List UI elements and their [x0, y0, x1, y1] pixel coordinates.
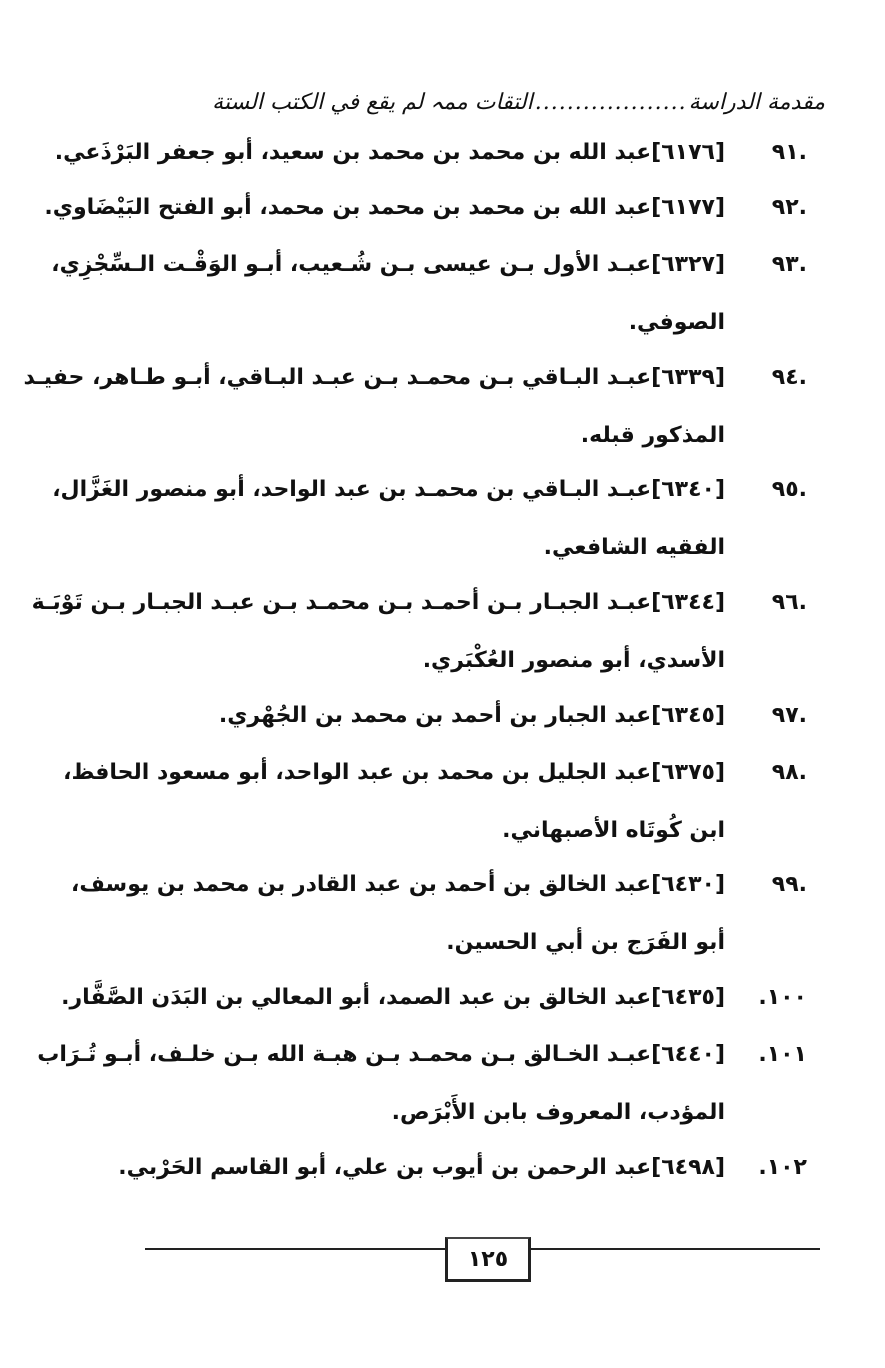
page-number: ١٢٥: [445, 1237, 531, 1282]
entry-number: ١٠١.: [758, 1042, 807, 1067]
entry-number: .٩٧: [771, 703, 807, 728]
entry-number: .٩٢: [771, 195, 807, 220]
entry-text: [٦٣٧٥]عبد الجليل بن محمد بن عبد الواحد، أبو مسعود الحافظ،: [63, 760, 725, 785]
entry-text: [٦٣٤٤]عبـد الجبـار بـن أحمـد بـن محمـد بـن عبـد الجبـار بـن تَوْبَـة: [31, 590, 725, 615]
entry-text-continued: الصوفي.: [628, 310, 725, 335]
entry-number: .٩٤: [771, 365, 807, 390]
entry-text: [٦٤٣٠]عبد الخالق بن أحمد بن عبد القادر بن محمد بن يوسف،: [71, 872, 725, 897]
entry-number: .٩٦: [771, 590, 807, 615]
header-topic-title: التقات ممہ لم يقع في الكتب الستة: [212, 89, 533, 115]
entry-text-continued: المذكور قبله.: [580, 423, 725, 448]
header-dots: ...................: [534, 89, 687, 115]
entry-text: [٦٤٤٠]عبـد الخـالق بـن محمـد بـن هبـة الله بـن خلـف، أبـو تُـرَاب: [37, 1042, 725, 1067]
entry-text: [٦١٧٦]عبد الله بن محمد بن محمد بن سعيد، أبو جعفر البَرْذَعي.: [54, 140, 725, 165]
entry-text-continued: أبو الفَرَج بن أبي الحسين.: [446, 930, 725, 955]
entry-text: [٦٣٢٧]عبـد الأول بـن عيسى بـن شُـعيب، أبـو الوَقْـت الـسِّجْزِي،: [51, 252, 725, 277]
entry-text: [٦١٧٧]عبد الله بن محمد بن محمد بن محمد، أبو الفتح البَيْضَاوي.: [44, 195, 725, 220]
entry-text: [٦٤٩٨]عبد الرحمن بن أيوب بن علي، أبو القاسم الحَرْبي.: [118, 1155, 725, 1180]
header-section-title: مقدمة الدراسة: [688, 89, 825, 115]
entry-text-continued: الأسدي، أبو منصور العُكْبَري.: [422, 648, 725, 673]
entry-text: [٦٤٣٥]عبد الخالق بن عبد الصمد، أبو المعالي بن البَدَن الصَّفَّار.: [61, 985, 725, 1010]
entry-number: ١٠٢.: [758, 1155, 807, 1180]
entry-number: .٩٣: [771, 252, 807, 277]
entry-number: ١٠٠.: [758, 985, 807, 1010]
entry-text-continued: الفقيه الشافعي.: [543, 535, 725, 560]
entry-number: .٩٩: [771, 872, 807, 897]
entry-text: [٦٣٣٩]عبـد البـاقي بـن محمـد بـن عبـد البـاقي، أبـو طـاهر، حفيـد: [23, 365, 725, 390]
entry-number: .٩٨: [771, 760, 807, 785]
entry-text: [٦٣٤٥]عبد الجبار بن أحمد بن محمد بن الجُهْري.: [218, 703, 725, 728]
entry-text: [٦٣٤٠]عبـد البـاقي بن محمـد بن عبد الواحد، أبو منصور الغَزَّال،: [52, 477, 725, 502]
running-header: [150, 82, 825, 122]
entry-number: .٩٥: [771, 477, 807, 502]
entry-text-continued: ابن كُوتَاه الأصبهاني.: [502, 818, 725, 843]
entry-number: .٩١: [771, 140, 807, 165]
entry-text-continued: المؤدب، المعروف بابن الأَبْرَص.: [391, 1100, 725, 1125]
